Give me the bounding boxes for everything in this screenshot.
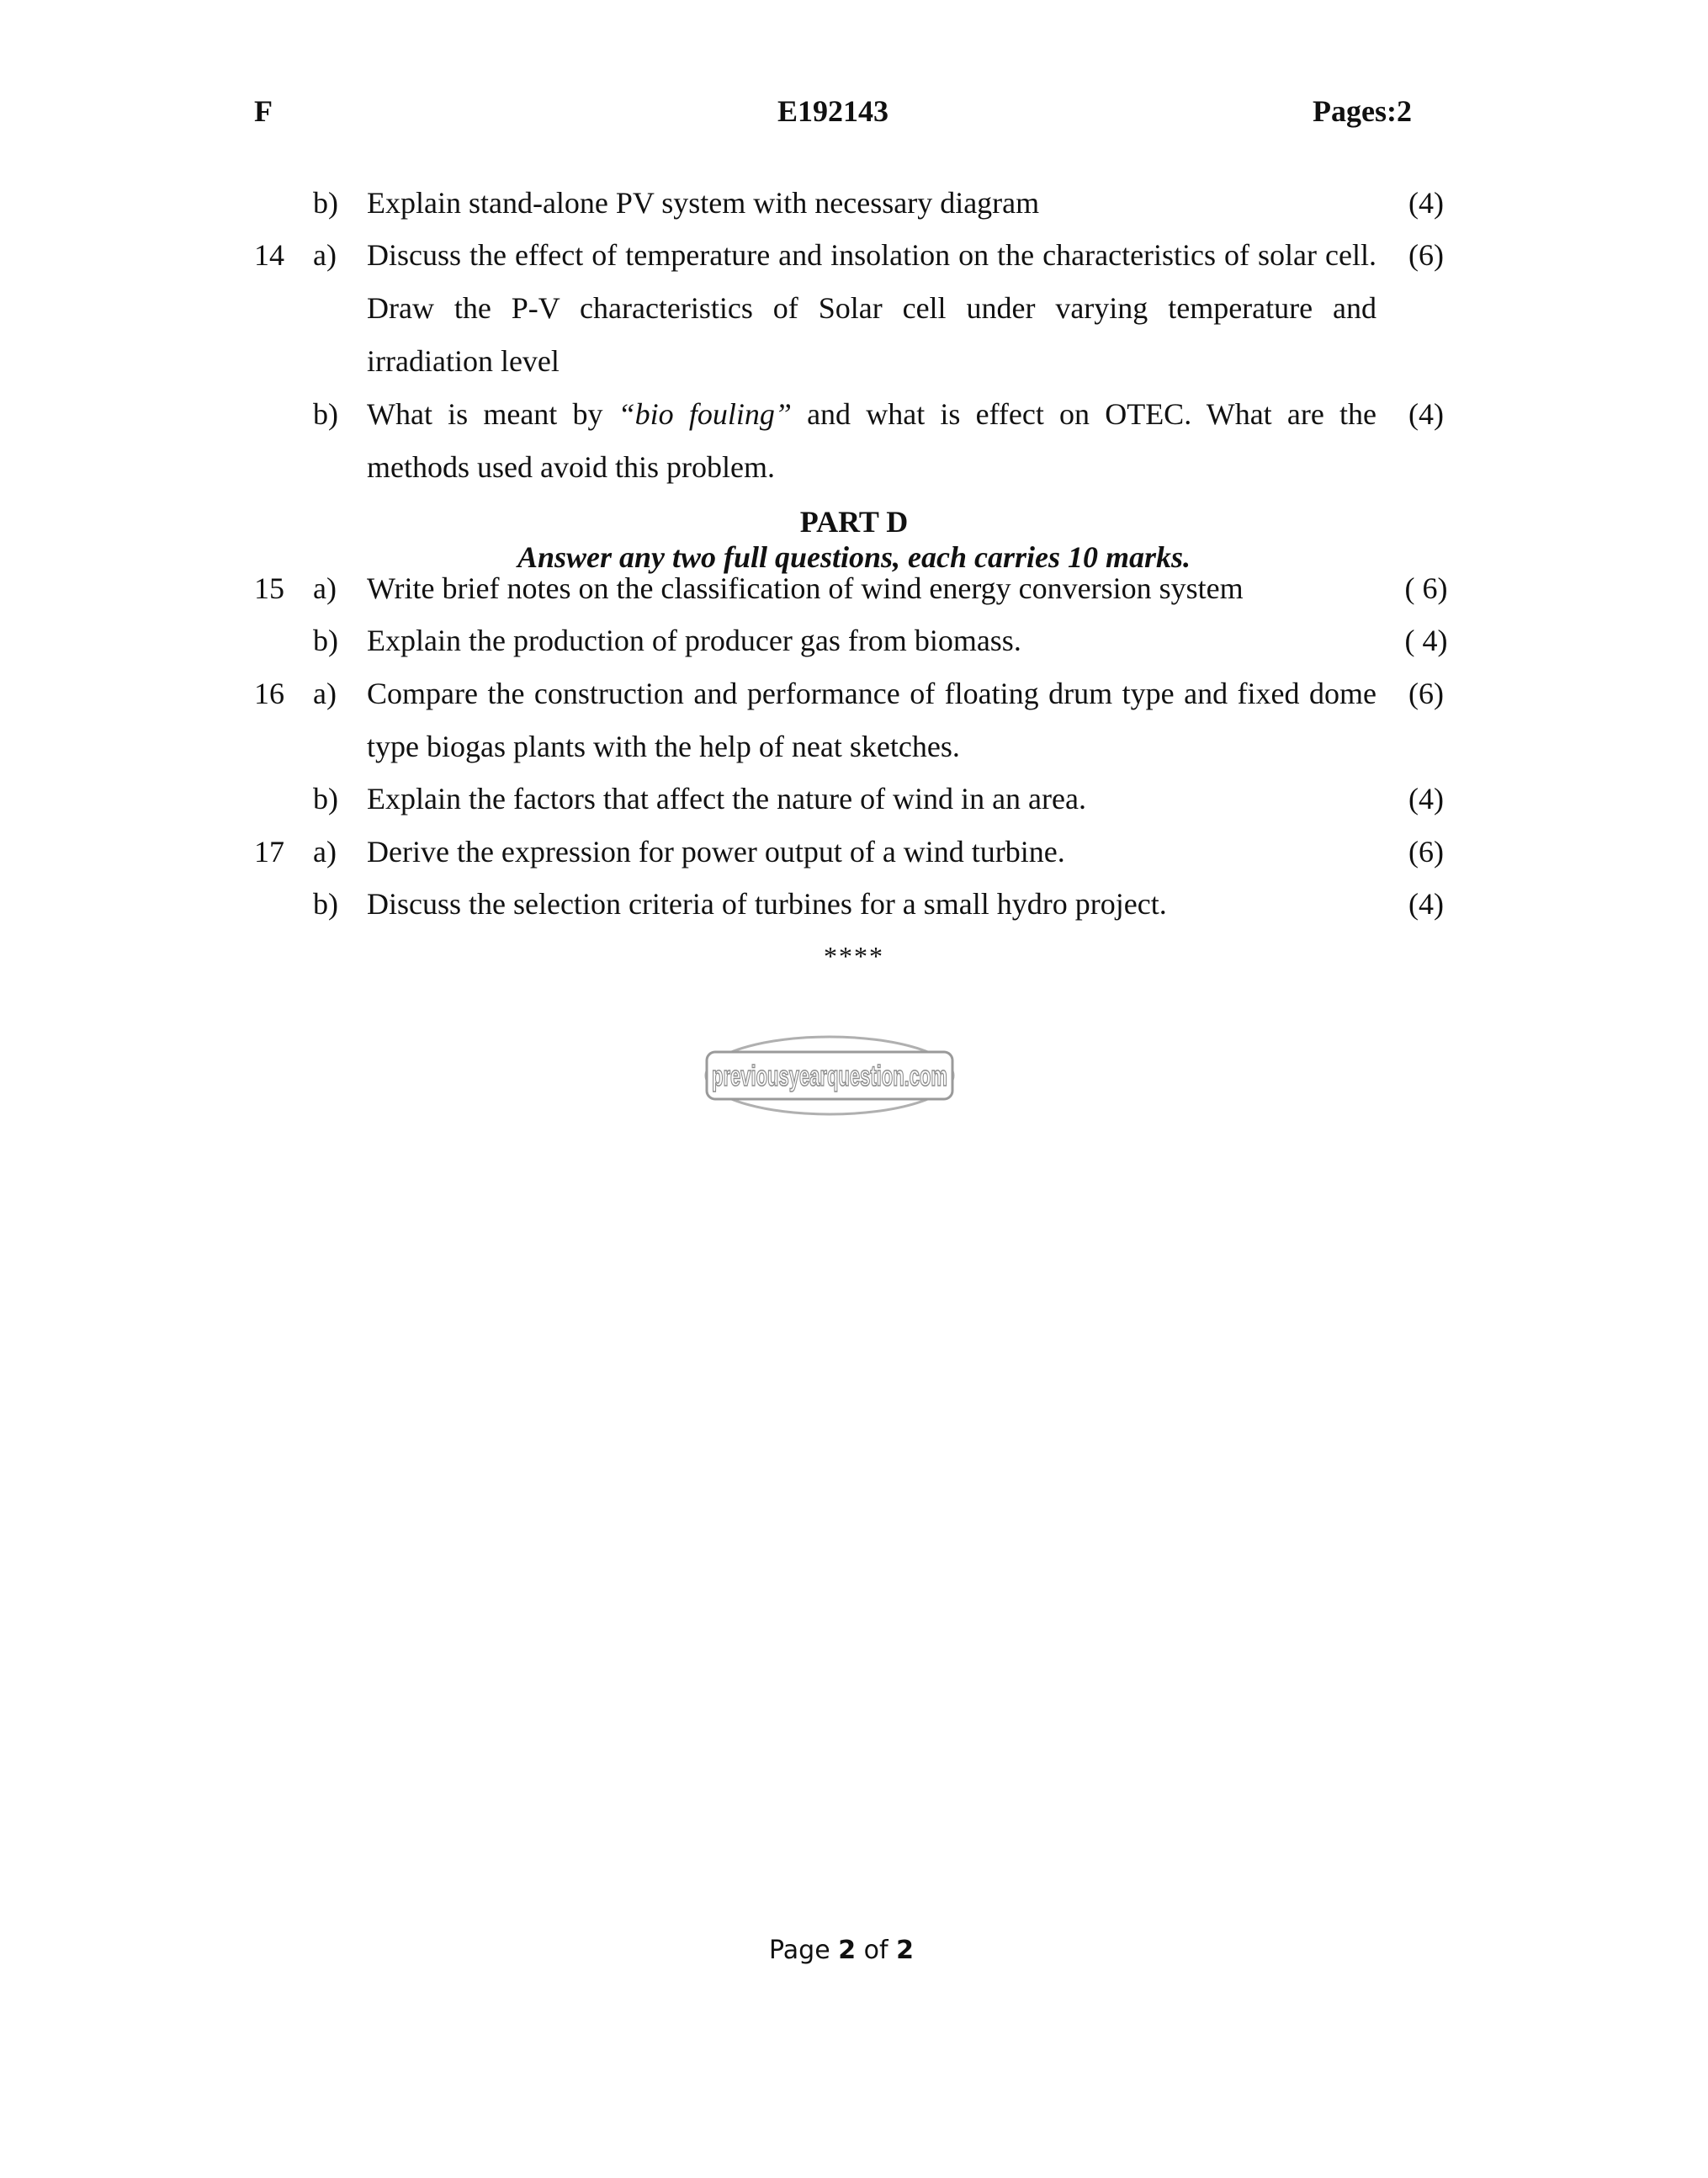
question-text: Compare the construction and performance of floating drum type and fixed dome type biogas plants with the help of neat sketches. xyxy=(367,677,1376,763)
footer-prefix: Page xyxy=(769,1936,839,1965)
question-text: Explain the production of producer gas from biomass. xyxy=(367,624,1021,657)
question-text: Discuss the selection criteria of turbines for a small hydro project. xyxy=(367,887,1167,921)
question-marks: (4) xyxy=(1408,397,1444,431)
question-number: 17 xyxy=(254,835,284,869)
question-number: 15 xyxy=(254,571,284,605)
footer-total-pages: 2 xyxy=(896,1936,914,1965)
header-pages: Pages:2 xyxy=(1313,94,1412,128)
question-marks: (6) xyxy=(1408,238,1444,272)
header-exam-code: E192143 xyxy=(777,94,888,128)
end-of-paper-marks: **** xyxy=(824,941,884,971)
page-footer xyxy=(0,1934,1683,1968)
question-marks: (6) xyxy=(1408,677,1444,710)
question-text: Write brief notes on the classification of wind energy conversion system xyxy=(367,571,1244,605)
question-part: b) xyxy=(313,624,338,657)
section-instruction: Answer any two full questions, each carries 10 marks. xyxy=(517,540,1191,574)
question-part: b) xyxy=(313,186,338,220)
question-part: a) xyxy=(313,835,337,869)
svg-text:previousyearquestion.com: previousyearquestion.com xyxy=(712,1060,947,1092)
watermark-logo xyxy=(703,1033,956,1118)
question-part: a) xyxy=(313,238,337,272)
question-text: Discuss the effect of temperature and insolation on the characteristics of solar cell. Draw the P-V characteristics of Solar cell under varying temperature and irradiation level xyxy=(367,238,1376,378)
question-marks: (4) xyxy=(1408,186,1444,220)
question-text-italic: “bio fouling” xyxy=(618,397,792,431)
question-part: b) xyxy=(313,782,338,815)
question-text-segment: What is meant by xyxy=(367,397,618,431)
question-part: b) xyxy=(313,397,338,431)
question-part: a) xyxy=(313,677,337,710)
footer-current-page: 2 xyxy=(838,1936,857,1965)
question-number: 14 xyxy=(254,238,284,272)
question-marks: (4) xyxy=(1408,887,1444,921)
question-marks: (6) xyxy=(1408,835,1444,869)
header-set-code: F xyxy=(254,94,273,128)
question-marks: ( 4) xyxy=(1404,624,1448,657)
question-text xyxy=(367,388,1376,494)
question-marks: ( 6) xyxy=(1404,571,1448,605)
question-text: Explain the factors that affect the nature of wind in an area. xyxy=(367,782,1086,815)
question-part: a) xyxy=(313,571,337,605)
question-marks: (4) xyxy=(1408,782,1444,815)
question-part: b) xyxy=(313,887,338,921)
question-number: 16 xyxy=(254,677,284,710)
section-title: PART D xyxy=(799,505,909,539)
question-text: Derive the expression for power output of a wind turbine. xyxy=(367,835,1065,869)
question-text-segment: and what is effect on OTEC. What are the methods used avoid this problem. xyxy=(367,397,1376,484)
question-text: Explain stand-alone PV system with necessary diagram xyxy=(367,186,1040,220)
footer-middle: of xyxy=(856,1936,897,1965)
